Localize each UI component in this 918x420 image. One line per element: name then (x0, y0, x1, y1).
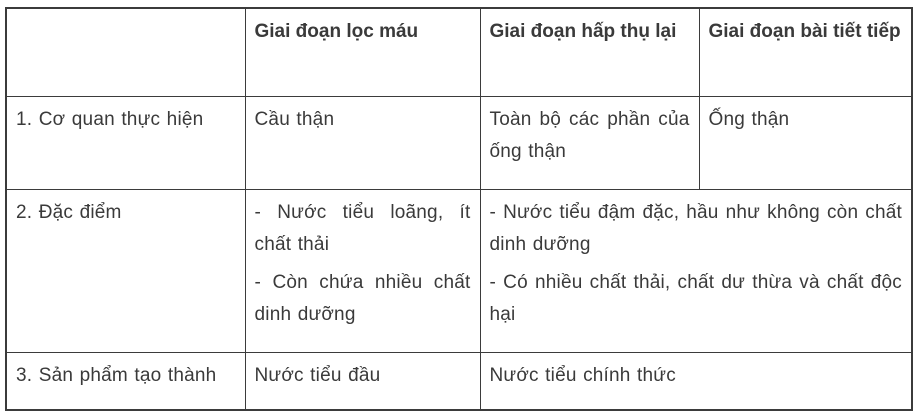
urine-formation-stages-table (5, 7, 913, 411)
row-san-pham-tao-thanh (6, 352, 912, 410)
row-label-dac-diem: 2. Đặc điểm (6, 189, 245, 352)
row-co-quan-thuc-hien (6, 96, 912, 189)
row-label-san-pham-tao-thanh: 3. Sản phẩm tạo thành (6, 352, 245, 410)
cell-co-quan-bai-tiet-tiep: Ống thận (699, 96, 912, 189)
header-giai-doan-bai-tiet-tiep: Giai đoạn bài tiết tiếp (699, 8, 912, 96)
header-empty-cell (6, 8, 245, 96)
cell-dac-diem-loc-mau (245, 189, 480, 352)
header-row (6, 8, 912, 96)
dac-diem-merged-bullet-1: - Nước tiểu đậm đặc, hầu như không còn chất dinh dưỡng (489, 201, 902, 255)
cell-san-pham-loc-mau: Nước tiểu đầu (245, 352, 480, 410)
dac-diem-loc-mau-bullet-1: - Nước tiểu loãng, ít chất thải (254, 201, 471, 255)
header-giai-doan-loc-mau: Giai đoạn lọc máu (245, 8, 480, 96)
cell-co-quan-loc-mau: Cầu thận (245, 96, 480, 189)
cell-co-quan-hap-thu-lai: Toàn bộ các phần của ống thận (480, 96, 699, 189)
header-giai-doan-hap-thu-lai: Giai đoạn hấp thụ lại (480, 8, 699, 96)
row-label-co-quan-thuc-hien: 1. Cơ quan thực hiện (6, 96, 245, 189)
cell-dac-diem-merged (480, 189, 912, 352)
dac-diem-loc-mau-bullet-2: - Còn chứa nhiều chất dinh dưỡng (254, 271, 471, 325)
dac-diem-merged-bullet-2: - Có nhiều chất thải, chất dư thừa và chất độc hại (489, 271, 902, 325)
cell-san-pham-merged: Nước tiểu chính thức (480, 352, 912, 410)
row-dac-diem (6, 189, 912, 352)
